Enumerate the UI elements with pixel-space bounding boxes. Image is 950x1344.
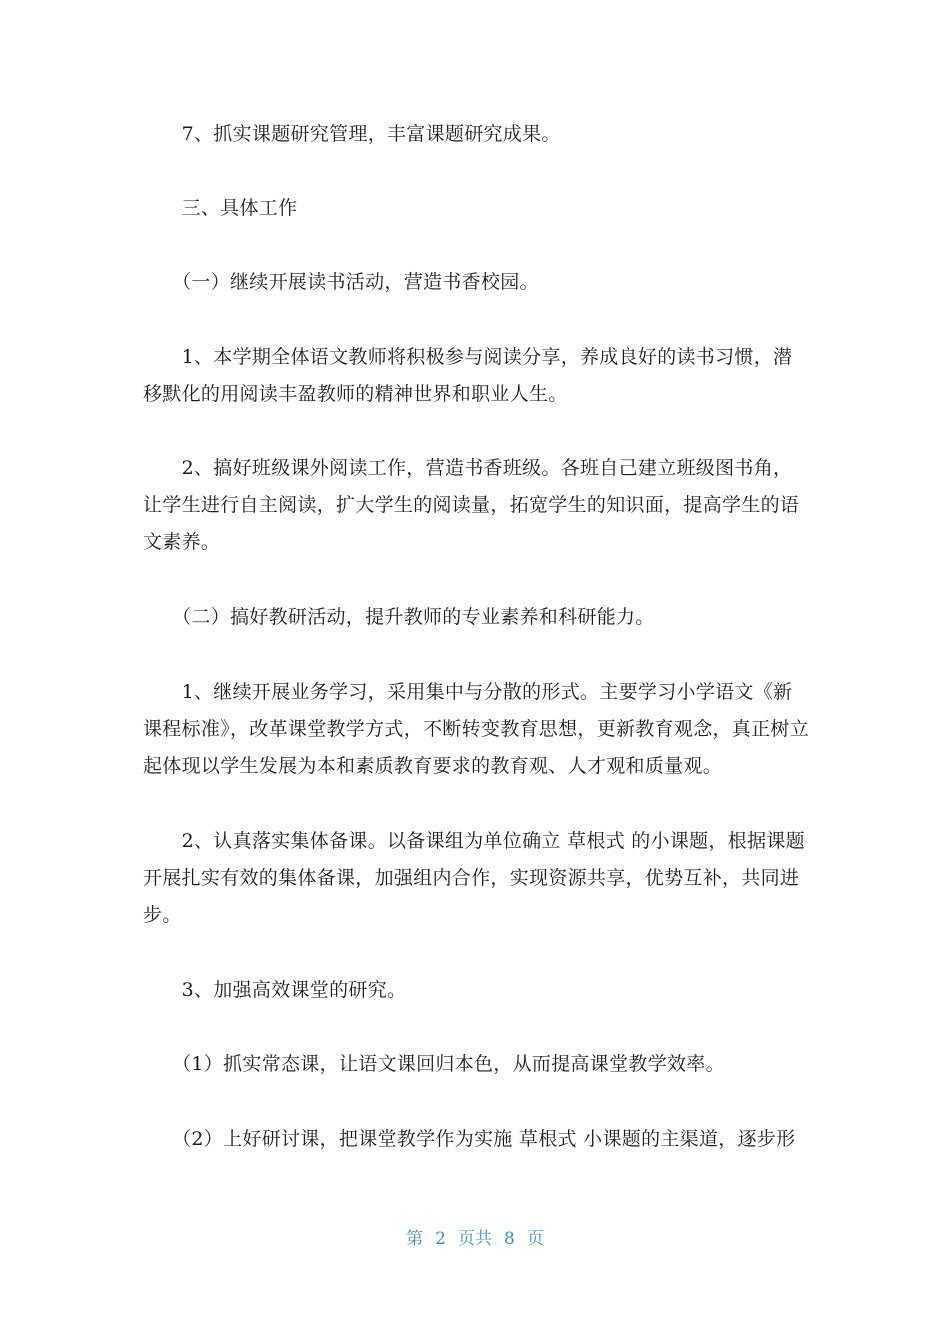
footer-middle: 页共 <box>458 1229 492 1249</box>
page-footer <box>0 1224 950 1249</box>
paragraph-3: 2、搞好班级课外阅读工作，营造书香班级。各班自己建立班级图书角，让学生进行自主阅读，扩大学生的阅读量，拓宽学生的知识面，提高学生的语文素养。 <box>143 457 800 553</box>
paragraph-6: 3、加强高效课堂的研究。 <box>143 979 407 1001</box>
footer-total-pages: 8 <box>504 1229 515 1249</box>
footer-current-page: 2 <box>435 1229 446 1249</box>
paragraph-8: （2）上好研讨课，把课堂教学作为实施 草根式 小课题的主渠道，逐步形 <box>143 1128 796 1150</box>
section-heading: 三、具体工作 <box>143 197 298 219</box>
paragraph-5: 2、认真落实集体备课。以备课组为单位确立 草根式 的小课题，根据课题开展扎实有效的集体备课，加强组内合作，实现资源共享，优势互补，共同进步。 <box>143 830 805 926</box>
paragraph-4: 1、继续开展业务学习，采用集中与分散的形式。主要学习小学语文《新课程标准》，改革课堂教学方式，不断转变教育思想，更新教育观念，真正树立起体现以学生发展为本和素质教育要求的教育观、人才观和质量观。 <box>143 681 810 777</box>
paragraph-1: 7、抓实课题研究管理，丰富课题研究成果。 <box>143 123 561 145</box>
subsection-heading-1: （一）继续开展读书活动，营造书香校园。 <box>143 271 539 293</box>
footer-prefix: 第 <box>406 1229 424 1249</box>
subsection-heading-2: （二）搞好教研活动，提升教师的专业素养和科研能力。 <box>143 606 655 628</box>
paragraph-7: （1）抓实常态课，让语文课回归本色，从而提高课堂教学效率。 <box>143 1053 725 1075</box>
paragraph-2: 1、本学期全体语文教师将积极参与阅读分享，养成良好的读书习惯，潜移默化的用阅读丰盈教师的精神世界和职业人生。 <box>143 346 793 405</box>
footer-suffix: 页 <box>526 1229 544 1249</box>
